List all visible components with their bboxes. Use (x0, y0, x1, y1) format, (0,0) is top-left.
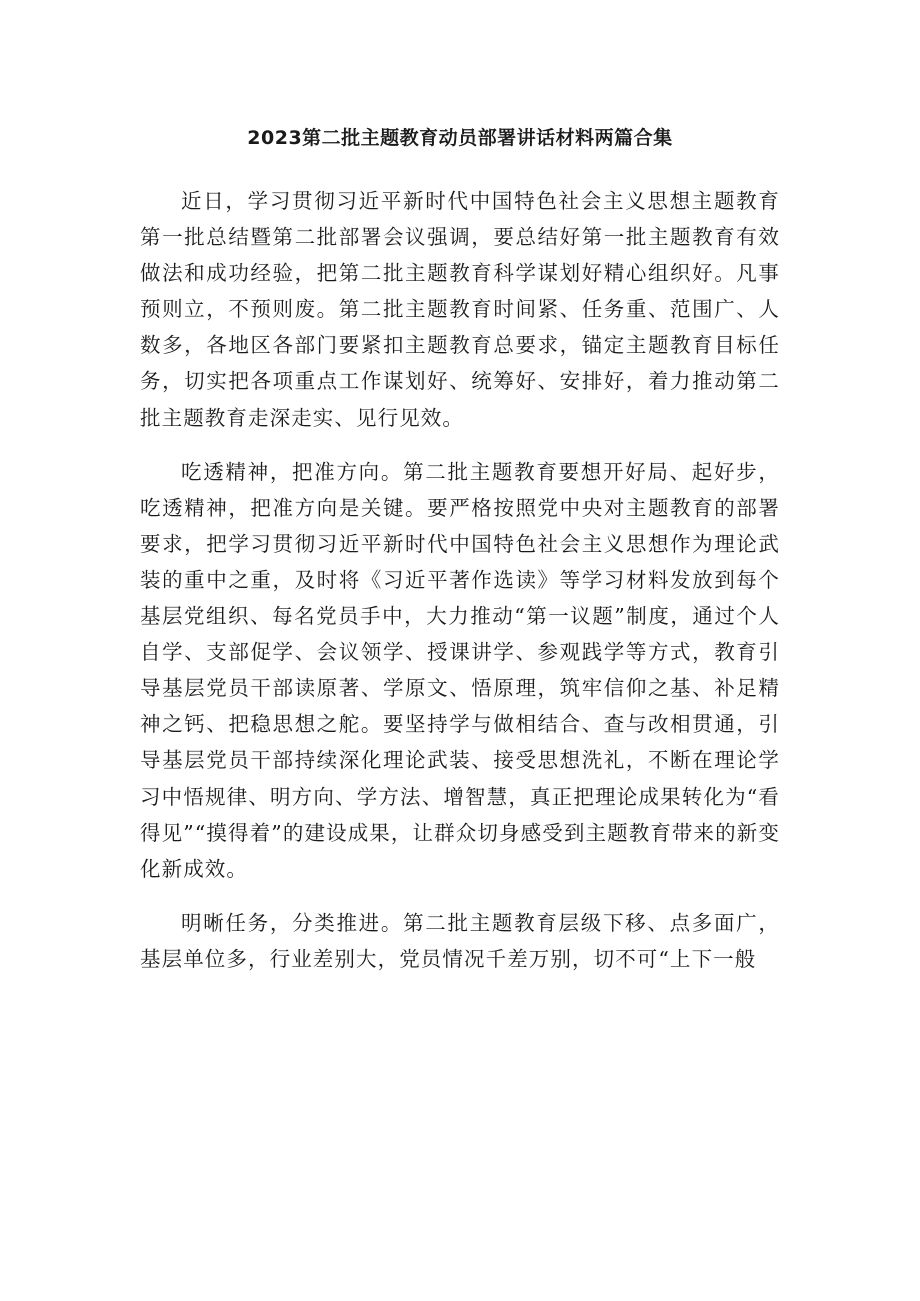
document-body (140, 183, 780, 995)
document-title: 2023第二批主题教育动员部署讲话材料两篇合集 (247, 127, 673, 149)
paragraph-2: 吃透精神，把准方向。第二批主题教育要想开好局、起好步，吃透精神，把准方向是关键。要严格按照党中央对主题教育的部署要求，把学习贯彻习近平新时代中国特色社会主义思想作为理论武装的重中之重，及时将《习近平著作选读》等学习材料发放到每个基层党组织、每名党员手中，大力推动“第一议题”制度，通过个人自学、支部促学、会议领学、授课讲学、参观践学等方式，教育引导基层党员干部读原著、学原文、悟原理，筑牢信仰之基、补足精神之钙、把稳思想之舵。要坚持学与做相结合、查与改相贯通，引导基层党员干部持续深化理论武装、接受思想洗礼，不断在理论学习中悟规律、明方向、学方法、增智慧，真正把理论成果转化为“看得见”“摸得着”的建设成果，让群众切身感受到主题教育带来的新变化新成效。 (140, 459, 780, 881)
paragraph-1: 近日，学习贯彻习近平新时代中国特色社会主义思想主题教育第一批总结暨第二批部署会议强调，要总结好第一批主题教育有效做法和成功经验，把第二批主题教育科学谋划好精心组织好。凡事预则立，不预则废。第二批主题教育时间紧、任务重、范围广、人数多，各地区各部门要紧扣主题教育总要求，锚定主题教育目标任务，切实把各项重点工作谋划好、统筹好、安排好，着力推动第二批主题教育走深走实、见行见效。 (140, 189, 780, 430)
paragraph-3: 明晰任务，分类推进。第二批主题教育层级下移、点多面广，基层单位多，行业差别大，党员情况千差万别，切不可“上下一般 (140, 910, 780, 971)
